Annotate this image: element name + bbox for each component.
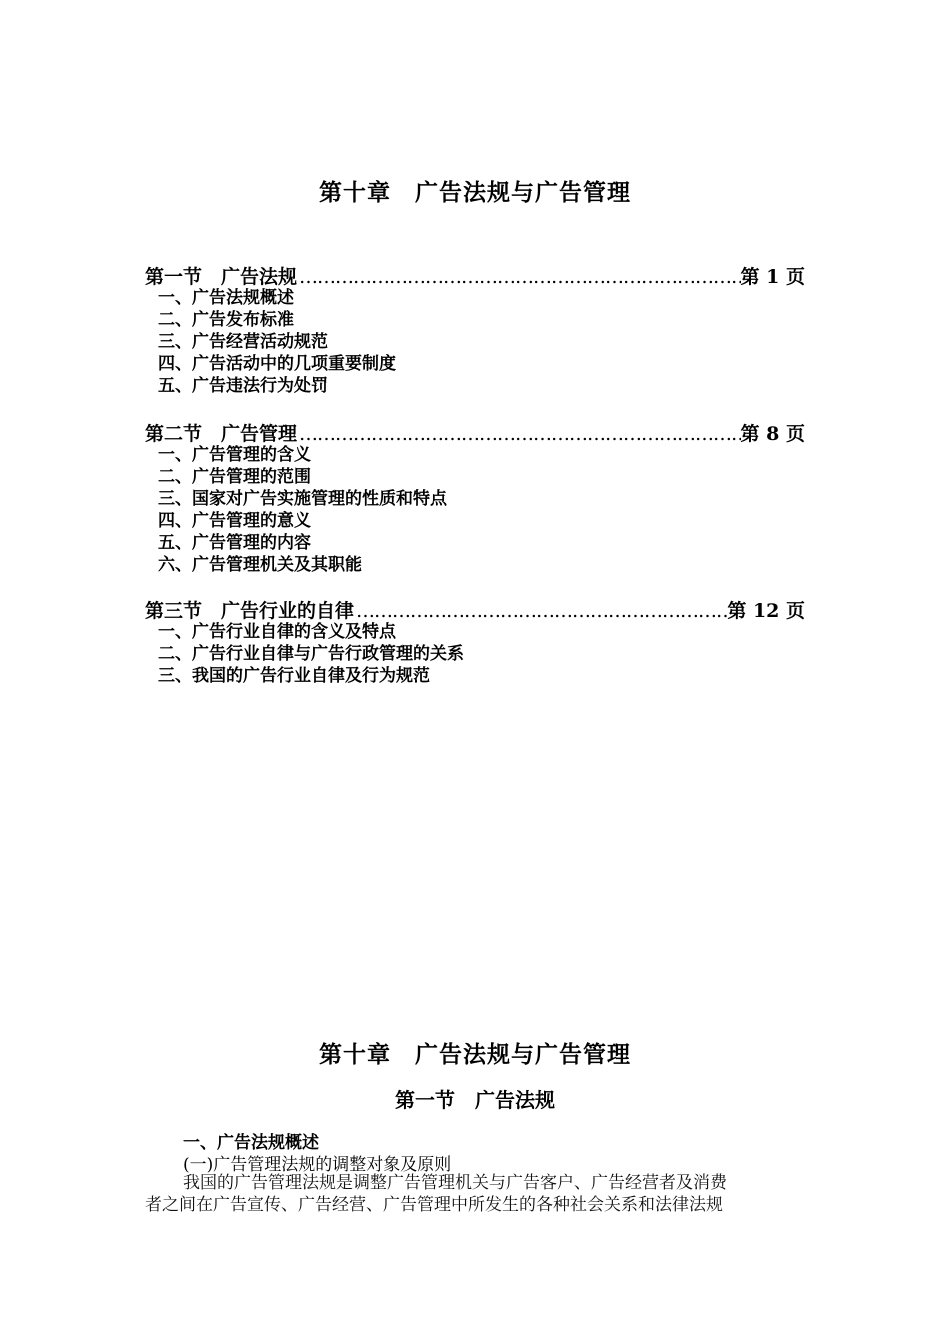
heading-level-1: 一、广告法规概述 — [183, 1133, 319, 1153]
toc-item[interactable]: 五、广告管理的内容 — [158, 533, 311, 553]
toc-item[interactable]: 三、广告经营活动规范 — [158, 332, 328, 352]
toc-chapter-title: 第十章 广告法规与广告管理 — [319, 179, 631, 206]
toc-item[interactable]: 一、广告法规概述 — [158, 288, 294, 308]
toc-item[interactable]: 二、广告管理的范围 — [158, 467, 311, 487]
toc-item[interactable]: 三、国家对广告实施管理的性质和特点 — [158, 489, 447, 509]
toc-section-1[interactable] — [145, 262, 805, 289]
body-paragraph-line: 者之间在广告宣传、广告经营、广告管理中所发生的各种社会关系和法律法规 — [145, 1195, 723, 1215]
toc-item[interactable]: 一、广告行业自律的含义及特点 — [158, 622, 396, 642]
toc-item[interactable]: 三、我国的广告行业自律及行为规范 — [158, 666, 430, 686]
toc-leader-dots — [297, 423, 741, 445]
toc-section-label: 第一节 广告法规 — [145, 266, 298, 288]
toc-item[interactable]: 二、广告发布标准 — [158, 310, 294, 330]
toc-section-page: 第 1 页 — [740, 266, 805, 288]
toc-leader-dots — [297, 266, 741, 288]
toc-section-page: 第 8 页 — [740, 423, 805, 445]
toc-item[interactable]: 五、广告违法行为处罚 — [158, 376, 328, 396]
toc-section-label: 第三节 广告行业的自律 — [145, 600, 355, 622]
toc-item[interactable]: 六、广告管理机关及其职能 — [158, 555, 362, 575]
toc-item[interactable]: 四、广告活动中的几项重要制度 — [158, 354, 396, 374]
toc-leader-dots — [354, 600, 727, 622]
chapter-title: 第十章 广告法规与广告管理 — [319, 1041, 631, 1068]
section-title: 第一节 广告法规 — [395, 1088, 555, 1112]
toc-section-3[interactable] — [145, 596, 805, 623]
toc-section-2[interactable] — [145, 419, 805, 446]
toc-section-page: 第 12 页 — [727, 600, 805, 622]
toc-item[interactable]: 二、广告行业自律与广告行政管理的关系 — [158, 644, 464, 664]
body-paragraph-line: 我国的广告管理法规是调整广告管理机关与广告客户、广告经营者及消费 — [183, 1173, 727, 1193]
toc-item[interactable]: 一、广告管理的含义 — [158, 445, 311, 465]
toc-item[interactable]: 四、广告管理的意义 — [158, 511, 311, 531]
heading-level-2: (一)广告管理法规的调整对象及原则 — [183, 1155, 452, 1175]
toc-section-label: 第二节 广告管理 — [145, 423, 298, 445]
